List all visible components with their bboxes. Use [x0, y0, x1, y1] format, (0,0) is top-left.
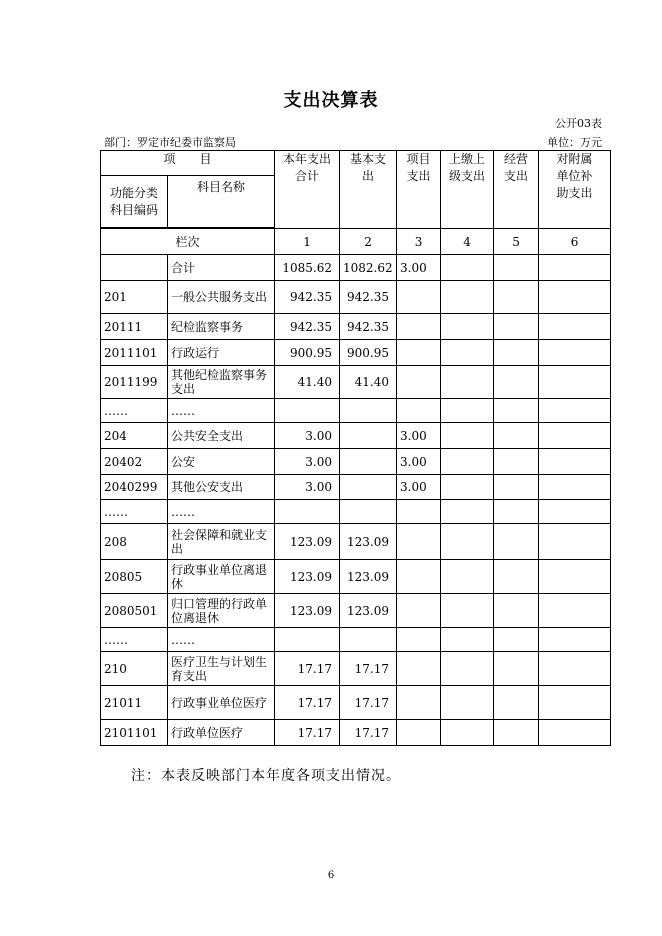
table-row: [101, 560, 611, 594]
row-total: [275, 628, 340, 652]
row-basic: [340, 399, 397, 423]
header-subsidy: 对附属 单位补 助支出: [539, 151, 611, 229]
total-amount: 1085.62: [275, 255, 340, 281]
total-label: 合计: [168, 255, 275, 281]
row-basic: 17.17: [340, 652, 397, 686]
row-code: ……: [101, 399, 168, 423]
row-code: 208: [101, 524, 168, 560]
row-name: 医疗卫生与计划生育支出: [168, 652, 275, 686]
empty-cell: [441, 594, 494, 628]
header-project: 项目 支出: [397, 151, 441, 229]
row-name: 社会保障和就业支出: [168, 524, 275, 560]
empty-cell: [539, 340, 611, 366]
table-row: [101, 340, 611, 366]
row-total: 123.09: [275, 524, 340, 560]
empty-cell: [539, 524, 611, 560]
row-basic: 942.35: [340, 314, 397, 340]
empty-cell: [441, 686, 494, 720]
empty-cell: [441, 340, 494, 366]
row-name: 一般公共服务支出: [168, 281, 275, 314]
empty-cell: [441, 366, 494, 399]
total-row: [101, 255, 611, 281]
row-total: 3.00: [275, 475, 340, 500]
table-row: [101, 628, 611, 652]
total-basic: 1082.62: [340, 255, 397, 281]
row-project: 3.00: [397, 475, 441, 500]
column-number: 2: [340, 229, 397, 255]
empty-cell: [494, 475, 539, 500]
row-project: [397, 281, 441, 314]
row-code: 20402: [101, 449, 168, 475]
empty-cell: [539, 560, 611, 594]
row-code: 201: [101, 281, 168, 314]
table-row: [101, 594, 611, 628]
empty-cell: [539, 652, 611, 686]
table-row: [101, 399, 611, 423]
row-code: 2011101: [101, 340, 168, 366]
row-project: [397, 340, 441, 366]
row-code: ……: [101, 628, 168, 652]
row-basic: [340, 628, 397, 652]
row-total: 900.95: [275, 340, 340, 366]
empty-cell: [494, 652, 539, 686]
table-row: [101, 524, 611, 560]
row-total: 3.00: [275, 449, 340, 475]
row-total: [275, 399, 340, 423]
empty-cell: [539, 475, 611, 500]
empty-cell: [539, 628, 611, 652]
table-row: [101, 720, 611, 746]
row-project: 3.00: [397, 449, 441, 475]
empty-cell: [441, 524, 494, 560]
empty-cell: [441, 475, 494, 500]
row-project: [397, 652, 441, 686]
row-code: ……: [101, 500, 168, 524]
row-project: [397, 524, 441, 560]
row-total: 17.17: [275, 686, 340, 720]
row-basic: [340, 449, 397, 475]
table-row: [101, 314, 611, 340]
row-basic: 41.40: [340, 366, 397, 399]
row-name: 其他纪检监察事务支出: [168, 366, 275, 399]
row-project: [397, 314, 441, 340]
empty-cell: [494, 500, 539, 524]
department-label: 部门：罗定市纪委市监察局: [104, 136, 236, 149]
empty-cell: [441, 500, 494, 524]
table-row: [101, 652, 611, 686]
row-basic: 123.09: [340, 594, 397, 628]
row-project: [397, 720, 441, 746]
column-number: 5: [494, 229, 539, 255]
empty-cell: [539, 314, 611, 340]
row-basic: 123.09: [340, 524, 397, 560]
row-basic: [340, 475, 397, 500]
row-total: 17.17: [275, 652, 340, 686]
row-basic: 17.17: [340, 720, 397, 746]
row-name: 行政事业单位离退休: [168, 560, 275, 594]
row-basic: 942.35: [340, 281, 397, 314]
row-name: 行政单位医疗: [168, 720, 275, 746]
row-total: 17.17: [275, 720, 340, 746]
empty-cell: [441, 314, 494, 340]
empty-cell: [494, 594, 539, 628]
empty-cell: [539, 399, 611, 423]
column-index-label: 栏次: [101, 229, 275, 255]
empty-cell: [494, 449, 539, 475]
table-row: [101, 423, 611, 449]
empty-cell: [494, 560, 539, 594]
row-project: [397, 628, 441, 652]
empty-cell: [539, 686, 611, 720]
empty-cell: [539, 423, 611, 449]
empty-cell: [539, 594, 611, 628]
empty-cell: [494, 423, 539, 449]
empty-cell: [441, 449, 494, 475]
page-number: 6: [327, 870, 335, 881]
row-total: 123.09: [275, 594, 340, 628]
empty-cell: [494, 686, 539, 720]
empty-cell: [539, 281, 611, 314]
column-number: 4: [441, 229, 494, 255]
empty-cell: [494, 524, 539, 560]
header-basic: 基本支 出: [340, 151, 397, 229]
row-name: 其他公安支出: [168, 475, 275, 500]
row-project: [397, 594, 441, 628]
header-item: 项 目: [101, 151, 275, 176]
row-name: 公安: [168, 449, 275, 475]
row-project: 3.00: [397, 423, 441, 449]
row-basic: [340, 500, 397, 524]
unit-label: 单位：万元: [547, 136, 602, 149]
row-total: [275, 500, 340, 524]
row-total: 3.00: [275, 423, 340, 449]
row-name: 公共安全支出: [168, 423, 275, 449]
row-total: 942.35: [275, 281, 340, 314]
column-number: 1: [275, 229, 340, 255]
row-code: 21011: [101, 686, 168, 720]
row-basic: 123.09: [340, 560, 397, 594]
row-code: 2011199: [101, 366, 168, 399]
expenditure-table: [100, 150, 611, 746]
row-name: ……: [168, 628, 275, 652]
row-name: 归口管理的行政单位离退休: [168, 594, 275, 628]
row-basic: 17.17: [340, 686, 397, 720]
row-name: 行政运行: [168, 340, 275, 366]
row-code: 210: [101, 652, 168, 686]
row-name: ……: [168, 500, 275, 524]
row-code: 2080501: [101, 594, 168, 628]
empty-cell: [539, 720, 611, 746]
table-row: [101, 281, 611, 314]
column-number: 3: [397, 229, 441, 255]
empty-cell: [539, 500, 611, 524]
table-row: [101, 500, 611, 524]
row-project: [397, 399, 441, 423]
empty-cell: [441, 399, 494, 423]
empty-cell: [494, 720, 539, 746]
header-remit: 上缴上 级支出: [441, 151, 494, 229]
empty-cell: [441, 281, 494, 314]
empty-cell: [441, 423, 494, 449]
empty-cell: [539, 449, 611, 475]
empty-cell: [494, 340, 539, 366]
table-row: [101, 449, 611, 475]
empty-cell: [441, 652, 494, 686]
header-total: 本年支出 合计: [275, 151, 340, 229]
empty-cell: [494, 314, 539, 340]
empty-cell: [441, 628, 494, 652]
row-code: 2040299: [101, 475, 168, 500]
header-func-code: 功能分类 科目编码: [101, 176, 168, 228]
row-name: ……: [168, 399, 275, 423]
empty-cell: [494, 281, 539, 314]
empty-cell: [539, 366, 611, 399]
row-name: 纪检监察事务: [168, 314, 275, 340]
empty-cell: [441, 560, 494, 594]
empty-cell: [494, 399, 539, 423]
total-project: 3.00: [397, 255, 441, 281]
row-project: [397, 686, 441, 720]
empty-cell: [494, 366, 539, 399]
row-code: 204: [101, 423, 168, 449]
row-project: [397, 500, 441, 524]
row-code: 2101101: [101, 720, 168, 746]
row-total: 942.35: [275, 314, 340, 340]
row-code: 20111: [101, 314, 168, 340]
row-project: [397, 560, 441, 594]
empty-cell: [494, 628, 539, 652]
empty-cell: [441, 720, 494, 746]
row-name: 行政事业单位医疗: [168, 686, 275, 720]
table-row: [101, 475, 611, 500]
page-title: 支出决算表: [283, 90, 379, 111]
form-number: 公开03表: [555, 117, 602, 130]
table-row: [101, 686, 611, 720]
row-code: 20805: [101, 560, 168, 594]
column-number: 6: [539, 229, 611, 255]
row-total: 41.40: [275, 366, 340, 399]
header-business: 经营 支出: [494, 151, 539, 229]
header-subject-name: 科目名称: [168, 176, 275, 228]
row-basic: 900.95: [340, 340, 397, 366]
table-note: 注：本表反映部门本年度各项支出情况。: [131, 768, 401, 784]
row-project: [397, 366, 441, 399]
table-row: [101, 366, 611, 399]
row-total: 123.09: [275, 560, 340, 594]
row-basic: [340, 423, 397, 449]
